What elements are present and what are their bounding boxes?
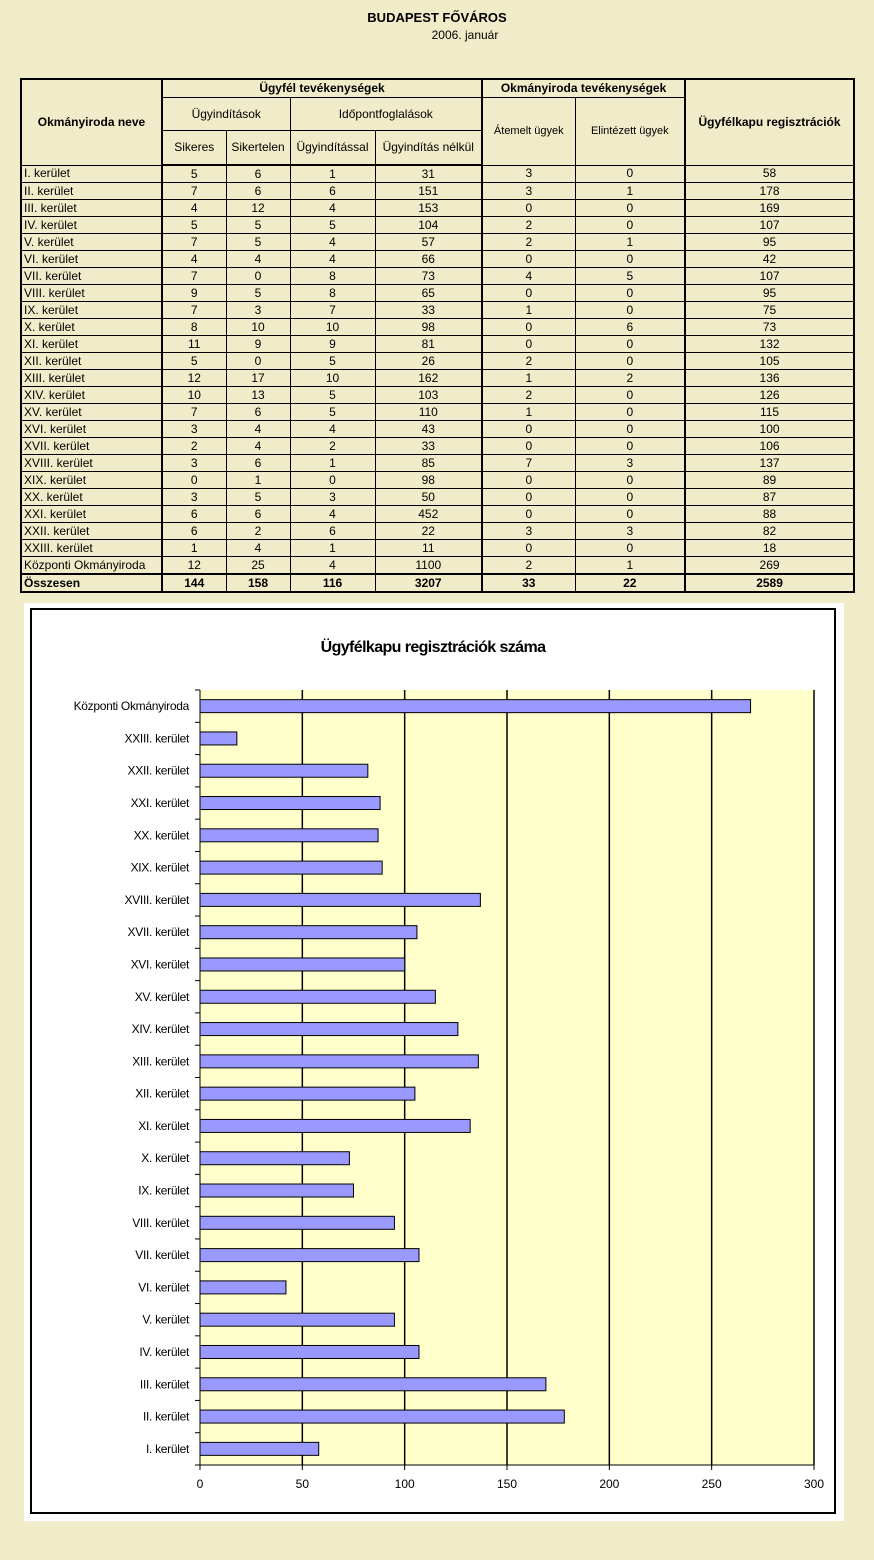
cell-ugyinditassal: 10 [290, 319, 375, 336]
cell-atemelt: 0 [482, 336, 575, 353]
cell-ugyinditassal: 4 [290, 234, 375, 251]
total-name: Összesen [21, 574, 162, 592]
total-ugyinditassal: 116 [290, 574, 375, 592]
y-tick-label: III. kerület [139, 1377, 189, 1392]
bar [200, 958, 405, 971]
cell-name: XI. kerület [21, 336, 162, 353]
cell-sikeres: 2 [162, 438, 226, 455]
y-tick-label: XI. kerület [138, 1118, 189, 1133]
cell-atemelt: 2 [482, 217, 575, 234]
table-row [21, 285, 854, 302]
y-tick-label: XV. kerület [134, 989, 189, 1004]
cell-sikeres: 0 [162, 472, 226, 489]
cell-regisztracio: 132 [685, 336, 854, 353]
cell-ugyinditassal: 4 [290, 251, 375, 268]
page-subtitle: 2006. január [431, 28, 499, 42]
cell-nelkul: 98 [375, 472, 482, 489]
cell-sikertelen: 4 [226, 438, 290, 455]
cell-regisztracio: 88 [685, 506, 854, 523]
cell-nelkul: 153 [375, 200, 482, 217]
cell-elintezett: 0 [575, 302, 685, 319]
cell-sikertelen: 6 [226, 455, 290, 472]
cell-regisztracio: 73 [685, 319, 854, 336]
bar [200, 1119, 470, 1132]
cell-elintezett: 3 [575, 455, 685, 472]
cell-sikertelen: 6 [226, 506, 290, 523]
cell-name: XV. kerület [21, 404, 162, 421]
bar [200, 1345, 419, 1358]
cell-nelkul: 11 [375, 540, 482, 557]
table-row [21, 183, 854, 200]
cell-sikeres: 7 [162, 302, 226, 319]
cell-elintezett: 0 [575, 387, 685, 404]
table-row [21, 489, 854, 506]
cell-ugyinditassal: 5 [290, 217, 375, 234]
table-row [21, 523, 854, 540]
cell-elintezett: 5 [575, 268, 685, 285]
cell-sikertelen: 13 [226, 387, 290, 404]
cell-sikertelen: 17 [226, 370, 290, 387]
cell-regisztracio: 95 [685, 234, 854, 251]
cell-regisztracio: 269 [685, 557, 854, 575]
cell-regisztracio: 18 [685, 540, 854, 557]
cell-sikertelen: 1 [226, 472, 290, 489]
cell-atemelt: 2 [482, 353, 575, 370]
cell-ugyinditassal: 1 [290, 540, 375, 557]
header-unsuccessful: Sikertelen [226, 131, 290, 166]
cell-sikertelen: 5 [226, 489, 290, 506]
cell-sikertelen: 9 [226, 336, 290, 353]
cell-nelkul: 31 [375, 165, 482, 183]
bar [200, 1410, 564, 1423]
cell-nelkul: 66 [375, 251, 482, 268]
cell-name: I. kerület [21, 165, 162, 183]
cell-sikeres: 7 [162, 234, 226, 251]
cell-ugyinditassal: 8 [290, 268, 375, 285]
cell-name: XXI. kerület [21, 506, 162, 523]
table-row [21, 387, 854, 404]
cell-sikeres: 9 [162, 285, 226, 302]
cell-nelkul: 33 [375, 438, 482, 455]
bar [200, 1087, 415, 1100]
cell-elintezett: 0 [575, 217, 685, 234]
x-tick-label: 100 [394, 1477, 415, 1491]
header-with-case: Ügyindítással [290, 131, 375, 166]
header-registrations: Ügyfélkapu regisztrációk [685, 79, 854, 165]
cell-regisztracio: 137 [685, 455, 854, 472]
cell-sikeres: 8 [162, 319, 226, 336]
bar [200, 861, 382, 874]
y-tick-label: X. kerület [141, 1151, 189, 1166]
header-case-starts: Ügyindítások [162, 98, 290, 131]
cell-ugyinditassal: 4 [290, 557, 375, 575]
y-tick-label: XIV. kerület [131, 1022, 189, 1037]
cell-elintezett: 1 [575, 557, 685, 575]
cell-elintezett: 0 [575, 540, 685, 557]
cell-nelkul: 110 [375, 404, 482, 421]
cell-atemelt: 2 [482, 557, 575, 575]
cell-regisztracio: 58 [685, 165, 854, 183]
total-sikertelen: 158 [226, 574, 290, 592]
cell-name: XVIII. kerület [21, 455, 162, 472]
bar [200, 1378, 546, 1391]
cell-atemelt: 2 [482, 234, 575, 251]
y-tick-label: XXI. kerület [130, 796, 189, 811]
cell-regisztracio: 75 [685, 302, 854, 319]
y-tick-label: XXIII. kerület [124, 731, 189, 746]
table-row [21, 557, 854, 575]
cell-atemelt: 7 [482, 455, 575, 472]
cell-elintezett: 2 [575, 370, 685, 387]
bar [200, 893, 480, 906]
cell-regisztracio: 106 [685, 438, 854, 455]
cell-atemelt: 0 [482, 421, 575, 438]
cell-atemelt: 0 [482, 285, 575, 302]
cell-nelkul: 50 [375, 489, 482, 506]
cell-atemelt: 2 [482, 387, 575, 404]
cell-ugyinditassal: 8 [290, 285, 375, 302]
table-row [21, 200, 854, 217]
cell-sikeres: 7 [162, 404, 226, 421]
table-row [21, 217, 854, 234]
y-tick-label: VII. kerület [135, 1248, 189, 1263]
cell-name: Központi Okmányiroda [21, 557, 162, 575]
chart-title: Ügyfélkapu regisztrációk száma [320, 639, 546, 656]
cell-name: XIX. kerület [21, 472, 162, 489]
cell-nelkul: 57 [375, 234, 482, 251]
cell-regisztracio: 100 [685, 421, 854, 438]
cell-elintezett: 0 [575, 165, 685, 183]
bar [200, 1184, 354, 1197]
cell-atemelt: 0 [482, 506, 575, 523]
cell-elintezett: 6 [575, 319, 685, 336]
cell-atemelt: 0 [482, 438, 575, 455]
cell-ugyinditassal: 5 [290, 353, 375, 370]
cell-sikertelen: 5 [226, 285, 290, 302]
cell-atemelt: 1 [482, 302, 575, 319]
table-row [21, 268, 854, 285]
cell-elintezett: 0 [575, 438, 685, 455]
cell-elintezett: 0 [575, 506, 685, 523]
cell-sikeres: 1 [162, 540, 226, 557]
x-tick-label: 0 [196, 1477, 204, 1491]
table-row [21, 438, 854, 455]
cell-name: XX. kerület [21, 489, 162, 506]
y-tick-label: XX. kerület [133, 828, 189, 843]
cell-ugyinditassal: 5 [290, 404, 375, 421]
cell-sikeres: 12 [162, 370, 226, 387]
cell-regisztracio: 82 [685, 523, 854, 540]
cell-sikertelen: 6 [226, 183, 290, 200]
table-row [21, 421, 854, 438]
cell-atemelt: 4 [482, 268, 575, 285]
cell-name: XIV. kerület [21, 387, 162, 404]
cell-sikeres: 10 [162, 387, 226, 404]
header-client-activities: Ügyfél tevékenységek [162, 79, 482, 98]
cell-ugyinditassal: 5 [290, 387, 375, 404]
cell-sikeres: 3 [162, 489, 226, 506]
cell-elintezett: 0 [575, 251, 685, 268]
cell-ugyinditassal: 4 [290, 421, 375, 438]
cell-elintezett: 0 [575, 336, 685, 353]
cell-regisztracio: 87 [685, 489, 854, 506]
total-row [21, 574, 854, 592]
bar [200, 926, 417, 939]
cell-name: XVII. kerület [21, 438, 162, 455]
cell-sikertelen: 3 [226, 302, 290, 319]
cell-sikeres: 5 [162, 165, 226, 183]
table-row [21, 540, 854, 557]
cell-atemelt: 1 [482, 404, 575, 421]
y-tick-label: II. kerület [142, 1409, 189, 1424]
page-title: BUDAPEST FŐVÁROS [367, 10, 507, 25]
cell-elintezett: 0 [575, 200, 685, 217]
cell-regisztracio: 136 [685, 370, 854, 387]
cell-name: VI. kerület [21, 251, 162, 268]
cell-sikertelen: 6 [226, 165, 290, 183]
bar [200, 1281, 286, 1294]
cell-name: XVI. kerület [21, 421, 162, 438]
y-tick-label: XVII. kerület [127, 925, 189, 940]
cell-sikertelen: 4 [226, 421, 290, 438]
cell-name: X. kerület [21, 319, 162, 336]
cell-sikertelen: 10 [226, 319, 290, 336]
cell-sikeres: 3 [162, 455, 226, 472]
bar [200, 1216, 394, 1229]
cell-regisztracio: 178 [685, 183, 854, 200]
cell-nelkul: 81 [375, 336, 482, 353]
x-tick-label: 150 [496, 1477, 518, 1491]
cell-atemelt: 0 [482, 319, 575, 336]
y-tick-label: Központi Okmányiroda [73, 699, 189, 714]
cell-atemelt: 0 [482, 472, 575, 489]
x-tick-label: 200 [599, 1477, 620, 1491]
cell-elintezett: 1 [575, 183, 685, 200]
cell-elintezett: 0 [575, 472, 685, 489]
cell-name: IX. kerület [21, 302, 162, 319]
cell-elintezett: 0 [575, 353, 685, 370]
cell-elintezett: 0 [575, 404, 685, 421]
cell-nelkul: 98 [375, 319, 482, 336]
cell-ugyinditassal: 6 [290, 523, 375, 540]
cell-atemelt: 0 [482, 540, 575, 557]
cell-regisztracio: 115 [685, 404, 854, 421]
cell-sikertelen: 5 [226, 217, 290, 234]
cell-sikeres: 7 [162, 183, 226, 200]
total-regisztracio: 2589 [685, 574, 854, 592]
statistics-table [20, 78, 855, 593]
table-row [21, 251, 854, 268]
cell-nelkul: 104 [375, 217, 482, 234]
bar [200, 1313, 394, 1326]
y-tick-label: IV. kerület [139, 1344, 189, 1359]
cell-atemelt: 3 [482, 523, 575, 540]
table-row [21, 506, 854, 523]
bar [200, 1249, 419, 1262]
cell-nelkul: 103 [375, 387, 482, 404]
cell-nelkul: 85 [375, 455, 482, 472]
y-tick-label: XII. kerület [135, 1086, 189, 1101]
cell-ugyinditassal: 6 [290, 183, 375, 200]
table-row [21, 336, 854, 353]
cell-regisztracio: 95 [685, 285, 854, 302]
cell-ugyinditassal: 7 [290, 302, 375, 319]
cell-sikertelen: 6 [226, 404, 290, 421]
cell-regisztracio: 107 [685, 268, 854, 285]
cell-name: VIII. kerület [21, 285, 162, 302]
cell-elintezett: 0 [575, 421, 685, 438]
bar [200, 1152, 349, 1165]
bar [200, 1055, 478, 1068]
x-tick-label: 300 [803, 1477, 825, 1491]
x-tick-label: 50 [295, 1477, 310, 1491]
cell-sikeres: 4 [162, 251, 226, 268]
table-row [21, 404, 854, 421]
bar [200, 1023, 458, 1036]
cell-name: III. kerület [21, 200, 162, 217]
cell-ugyinditassal: 1 [290, 455, 375, 472]
table-row [21, 353, 854, 370]
cell-elintezett: 0 [575, 285, 685, 302]
cell-sikeres: 12 [162, 557, 226, 575]
cell-regisztracio: 42 [685, 251, 854, 268]
y-tick-label: V. kerület [142, 1312, 189, 1327]
cell-atemelt: 1 [482, 370, 575, 387]
cell-ugyinditassal: 3 [290, 489, 375, 506]
table-row [21, 319, 854, 336]
cell-nelkul: 26 [375, 353, 482, 370]
bar [200, 990, 435, 1003]
cell-sikeres: 5 [162, 217, 226, 234]
y-tick-label: XVIII. kerület [124, 892, 189, 907]
total-atemelt: 33 [482, 574, 575, 592]
y-tick-label: VI. kerület [138, 1280, 189, 1295]
cell-sikeres: 6 [162, 523, 226, 540]
y-tick-label: XIX. kerület [130, 860, 189, 875]
y-tick-label: XXII. kerület [127, 763, 189, 778]
cell-name: XXII. kerület [21, 523, 162, 540]
cell-atemelt: 3 [482, 165, 575, 183]
cell-nelkul: 43 [375, 421, 482, 438]
cell-name: IV. kerület [21, 217, 162, 234]
cell-nelkul: 151 [375, 183, 482, 200]
cell-atemelt: 3 [482, 183, 575, 200]
table-row [21, 472, 854, 489]
cell-sikertelen: 0 [226, 268, 290, 285]
header-completed: Elintézett ügyek [575, 98, 685, 166]
header-successful: Sikeres [162, 131, 226, 166]
cell-elintezett: 1 [575, 234, 685, 251]
cell-name: V. kerület [21, 234, 162, 251]
cell-atemelt: 0 [482, 489, 575, 506]
cell-name: II. kerület [21, 183, 162, 200]
cell-sikertelen: 4 [226, 251, 290, 268]
y-tick-label: VIII. kerület [132, 1215, 189, 1230]
cell-ugyinditassal: 4 [290, 200, 375, 217]
table-row [21, 370, 854, 387]
cell-sikeres: 3 [162, 421, 226, 438]
cell-regisztracio: 169 [685, 200, 854, 217]
cell-sikeres: 4 [162, 200, 226, 217]
y-tick-label: XVI. kerület [130, 957, 189, 972]
x-tick-label: 250 [701, 1477, 722, 1491]
cell-nelkul: 162 [375, 370, 482, 387]
cell-ugyinditassal: 2 [290, 438, 375, 455]
cell-elintezett: 0 [575, 489, 685, 506]
cell-nelkul: 73 [375, 268, 482, 285]
cell-nelkul: 33 [375, 302, 482, 319]
total-sikeres: 144 [162, 574, 226, 592]
cell-nelkul: 65 [375, 285, 482, 302]
cell-atemelt: 0 [482, 251, 575, 268]
y-tick-label: XIII. kerület [132, 1054, 189, 1069]
bar [200, 700, 751, 713]
table-row [21, 455, 854, 472]
cell-regisztracio: 107 [685, 217, 854, 234]
bar [200, 1442, 319, 1455]
header-office-name: Okmányiroda neve [21, 79, 162, 165]
y-tick-label: IX. kerület [138, 1183, 189, 1198]
y-tick-label: I. kerület [145, 1441, 189, 1456]
cell-atemelt: 0 [482, 200, 575, 217]
cell-sikertelen: 4 [226, 540, 290, 557]
cell-sikertelen: 25 [226, 557, 290, 575]
cell-sikeres: 6 [162, 506, 226, 523]
cell-nelkul: 1100 [375, 557, 482, 575]
bar [200, 829, 378, 842]
cell-sikeres: 7 [162, 268, 226, 285]
cell-ugyinditassal: 1 [290, 165, 375, 183]
cell-sikertelen: 0 [226, 353, 290, 370]
cell-sikeres: 11 [162, 336, 226, 353]
cell-regisztracio: 105 [685, 353, 854, 370]
header-transferred: Átemelt ügyek [482, 98, 575, 166]
table-row [21, 234, 854, 251]
table-row [21, 165, 854, 183]
cell-ugyinditassal: 4 [290, 506, 375, 523]
cell-name: XXIII. kerület [21, 540, 162, 557]
header-without-case: Ügyindítás nélkül [375, 131, 482, 166]
cell-name: XII. kerület [21, 353, 162, 370]
chart-area [24, 603, 844, 1521]
cell-nelkul: 22 [375, 523, 482, 540]
registrations-bar-chart [24, 603, 844, 1521]
bar [200, 764, 368, 777]
cell-ugyinditassal: 10 [290, 370, 375, 387]
cell-ugyinditassal: 9 [290, 336, 375, 353]
total-nelkul: 3207 [375, 574, 482, 592]
cell-regisztracio: 89 [685, 472, 854, 489]
cell-ugyinditassal: 0 [290, 472, 375, 489]
cell-name: XIII. kerület [21, 370, 162, 387]
cell-sikertelen: 5 [226, 234, 290, 251]
cell-nelkul: 452 [375, 506, 482, 523]
bar [200, 732, 237, 745]
header-office-activities: Okmányiroda tevékenységek [482, 79, 685, 98]
bar [200, 797, 380, 810]
cell-sikeres: 5 [162, 353, 226, 370]
header-appointments: Időpontfoglalások [290, 98, 482, 131]
cell-elintezett: 3 [575, 523, 685, 540]
cell-regisztracio: 126 [685, 387, 854, 404]
table-body [21, 165, 854, 592]
cell-sikertelen: 12 [226, 200, 290, 217]
cell-name: VII. kerület [21, 268, 162, 285]
total-elintezett: 22 [575, 574, 685, 592]
table-row [21, 302, 854, 319]
cell-sikertelen: 2 [226, 523, 290, 540]
